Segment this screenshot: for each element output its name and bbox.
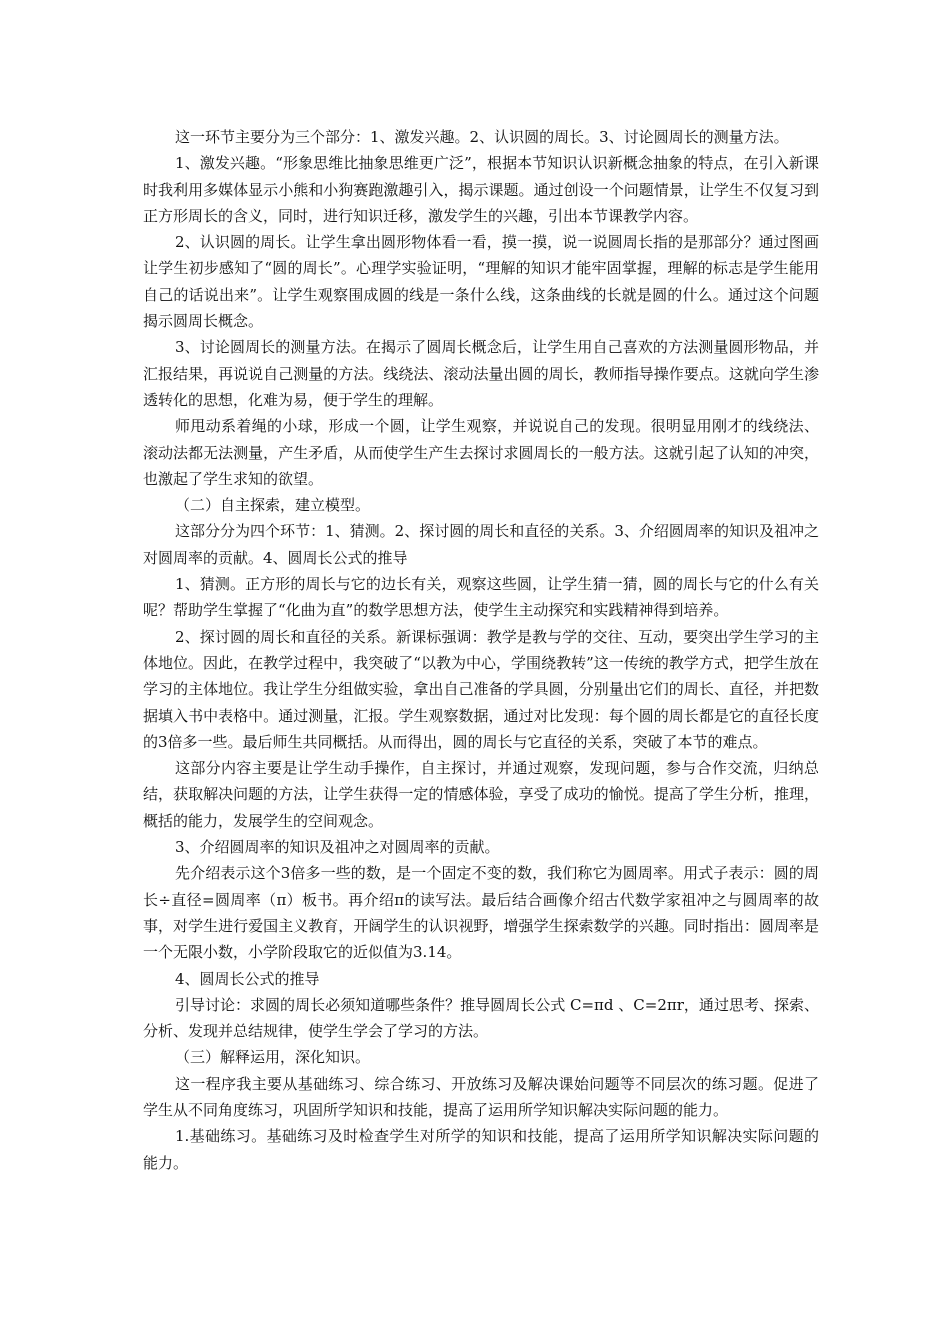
paragraph-four-parts: 这部分分为四个环节：1、猜测。2、探讨圆的周长和直径的关系。3、介绍圆周率的知识及祖冲之对圆周率的贡献。4、圆周长公式的推导 xyxy=(143,522,819,567)
paragraph-intro: 这一环节主要分为三个部分：1、激发兴趣。2、认识圆的周长。3、讨论圆周长的测量方法。 xyxy=(175,128,789,146)
paragraph-stimulate-interest: 1、激发兴趣。“形象思维比抽象思维更广泛”，根据本节知识认识新概念抽象的特点，在引入新课时我利用多媒体显示小熊和小狗赛跑激趣引入，揭示课题。通过创设一个问题情景，让学生不仅复习到正方形周长的含义，同时，进行知识迁移，激发学生的兴趣，引出本节课教学内容。 xyxy=(143,154,819,225)
paragraph-diameter-relation: 2、探讨圆的周长和直径的关系。新课标强调：教学是教与学的交往、互动，要突出学生学习的主体地位。因此，在教学过程中，我突破了“以教为中心，学围绕教转”这一传统的教学方式，把学生放在学习的主体地位。我让学生分组做实验，拿出自己准备的学具圆，分别量出它们的周长、直径，并把数据填入书中表格中。通过测量，汇报。学生观察数据，通过对比发现：每个圆的周长都是它的直径长度的3倍多一些。最后师生共同概括。从而得出，圆的周长与它直径的关系，突破了本节的难点。 xyxy=(143,627,819,751)
paragraph-exercises: 这一程序我主要从基础练习、综合练习、开放练习及解决课始问题等不同层次的练习题。促进了学生从不同角度练习，巩固所学知识和技能，提高了运用所学知识解决实际问题的能力。 xyxy=(143,1074,819,1119)
paragraph-measurement-methods: 3、讨论圆周长的测量方法。在揭示了圆周长概念后，让学生用自己喜欢的方法测量圆形物品，并汇报结果，再说说自己测量的方法。线绕法、滚动法量出圆的周长，教师指导操作要点。这就向学生渗透转化的思想，化难为易，便于学生的理解。 xyxy=(143,338,819,409)
paragraph-basic-exercise: 1.基础练习。基础练习及时检查学生对所学的知识和技能，提高了运用所学知识解决实际问题的能力。 xyxy=(143,1127,819,1172)
paragraph-formula: 引导讨论：求圆的周长必须知道哪些条件？推导圆周长公式 C=πd 、C=2πr，通过思考、探索、分析、发现并总结规律，使学生学会了学习的方法。 xyxy=(143,995,819,1041)
paragraph-formula-heading: 4、圆周长公式的推导 xyxy=(175,969,320,988)
paragraph-guess: 1、猜测。正方形的周长与它的边长有关，观察这些圆，让学生猜一猜，圆的周长与它的什么有关呢？帮助学生掌握了“化曲为直”的数学思想方法，使学生主动探究和实践精神得到培养。 xyxy=(143,575,819,620)
paragraph-pi-intro: 先介绍表示这个3倍多一些的数，是一个固定不变的数，我们称它为圆周率。用式子表示：圆的周长÷直径=圆周率（π）板书。再介绍π的读写法。最后结合画像介绍古代数学家祖冲之与圆周率的故事，对学生进行爱国主义教育，开阔学生的认识视野，增强学生探索数学的兴趣。同时指出：圆周率是一个无限小数，小学阶段取它的近似值为3.14。 xyxy=(143,864,819,962)
paragraph-know-circumference: 2、认识圆的周长。让学生拿出圆形物体看一看，摸一摸，说一说圆周长指的是那部分？通过图画让学生初步感知了“圆的周长”。心理学实验证明，“理解的知识才能牢固掌握，理解的标志是学生能用自己的话说出来”。让学生观察围成圆的线是一条什么线，这条曲线的长就是圆的什么。通过这个问题揭示圆周长概念。 xyxy=(143,233,819,331)
section-heading-apply: （三）解释运用，深化知识。 xyxy=(175,1048,371,1067)
paragraph-rope-ball: 师甩动系着绳的小球，形成一个圆，让学生观察，并说说自己的发现。很明显用刚才的线绕法、滚动法都无法测量，产生矛盾，从而使学生产生去探讨求圆周长的一般方法。这就引起了认知的冲突，也激起了学生求知的欲望。 xyxy=(143,417,819,488)
paragraph-hands-on: 这部分内容主要是让学生动手操作，自主探讨，并通过观察，发现问题，参与合作交流，归纳总结，获取解决问题的方法，让学生获得一定的情感体验，享受了成功的愉悦。提高了学生分析，推理，概括的能力，发展学生的空间观念。 xyxy=(143,759,819,830)
paragraph-pi-heading: 3、介绍圆周率的知识及祖冲之对圆周率的贡献。 xyxy=(175,838,500,857)
document-body xyxy=(143,124,819,1176)
section-heading-explore: （二）自主探索，建立模型。 xyxy=(175,496,371,515)
